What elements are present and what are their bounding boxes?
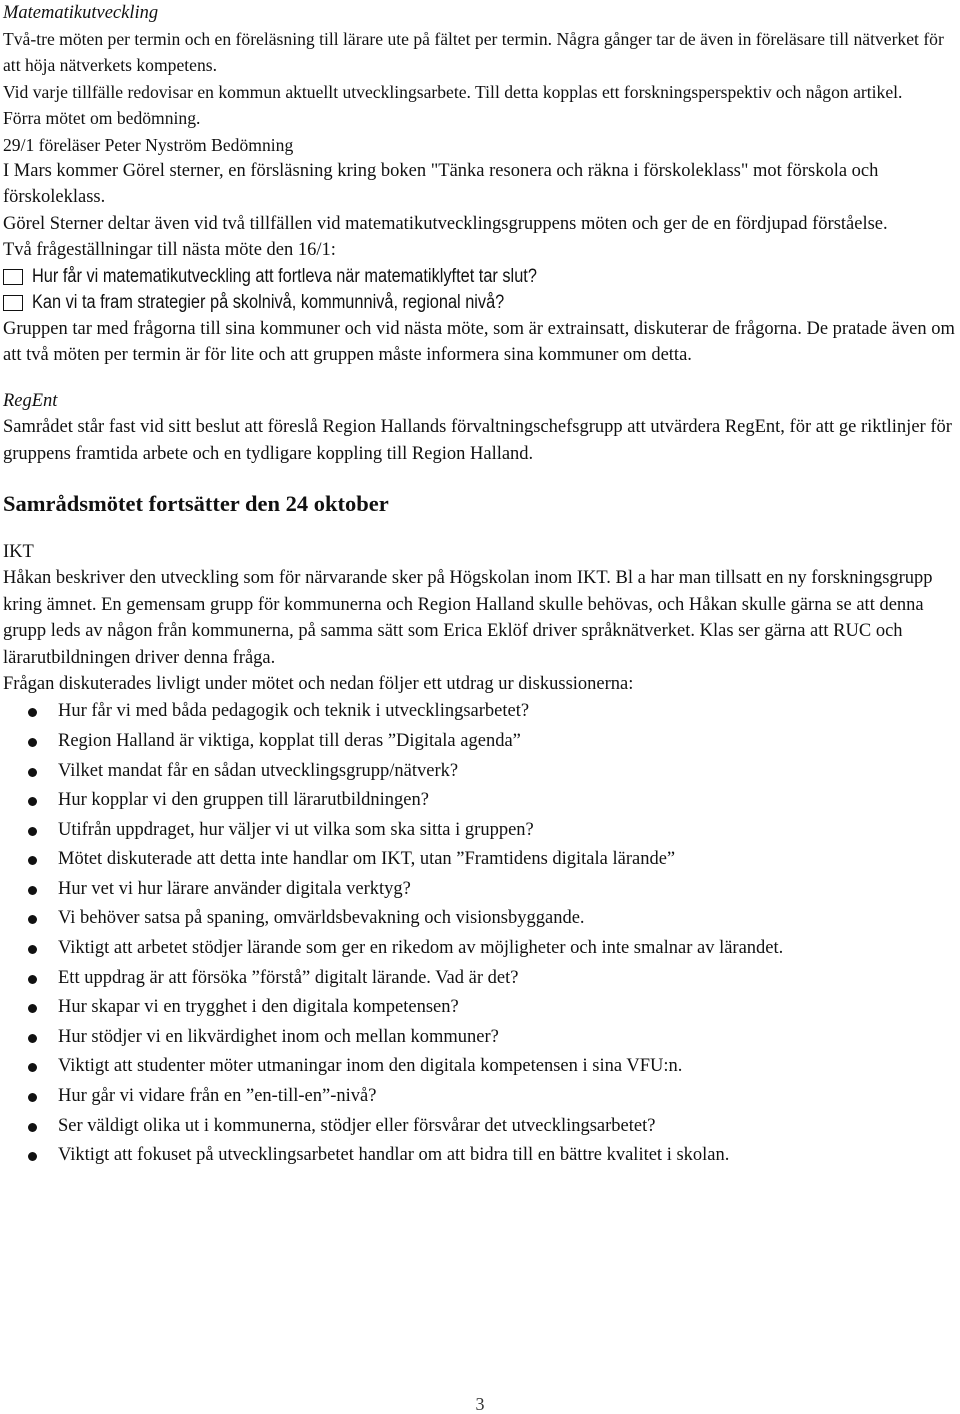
list-item [3, 1141, 958, 1171]
list-item-text: Viktigt att fokuset på utvecklingsarbetet handlar om att bidra till en bättre kvalitet i skolan. [58, 1145, 730, 1166]
list-item [3, 727, 958, 757]
bullet-icon [28, 856, 37, 865]
bullet-icon [28, 1034, 37, 1043]
list-item-text: Hur vet vi hur lärare använder digitala verktyg? [58, 878, 411, 899]
list-item-text: Region Halland är viktiga, kopplat till deras ”Digitala agenda” [58, 730, 521, 751]
list-item [3, 1052, 958, 1082]
bullet-icon [28, 945, 37, 954]
checkbox-item-question-2 [3, 290, 958, 316]
checkbox-item-question-1 [3, 264, 958, 290]
bullet-icon [28, 738, 37, 747]
page-number: 3 [475, 1394, 485, 1414]
list-item-text: Hur får vi med båda pedagogik och teknik i utvecklingsarbetet? [58, 701, 530, 722]
paragraph-municipality-report: Vid varje tillfälle redovisar en kommun aktuellt utvecklingsarbete. Till detta kopplas ett forskningsperspektiv och någon artikel. [3, 81, 903, 102]
list-item-text: Hur går vi vidare från en ”en-till-en”-nivå? [58, 1086, 377, 1107]
paragraph-gorel-sterner: Görel Sterner deltar även vid två tillfällen vid matematikutvecklingsgruppens möten och ger de en fördjupad förståelse. [3, 213, 888, 234]
list-item [3, 875, 958, 905]
list-item [3, 964, 958, 994]
list-item [3, 845, 958, 875]
checkbox-label: Hur får vi matematikutveckling att fortleva när matematiklyftet tar slut? [32, 265, 537, 287]
bullet-icon [28, 1123, 37, 1132]
list-item-text: Ser väldigt olika ut i kommunerna, stödjer eller försvårar det utvecklingsarbetet? [58, 1115, 656, 1136]
checkbox-icon [3, 295, 23, 311]
bullet-icon [28, 1152, 37, 1161]
paragraph-ikt-discussion-intro: Frågan diskuterades livligt under mötet och nedan följer ett utdrag ur diskussionerna: [3, 673, 634, 694]
checkbox-label: Kan vi ta fram strategier på skolnivå, kommunnivå, regional nivå? [32, 291, 505, 313]
paragraph-lecture-date: 29/1 föreläser Peter Nyström Bedömning [3, 134, 294, 155]
paragraph-group-follow-up: Gruppen tar med frågorna till sina kommuner och vid nästa möte, som är extrainsatt, diskuterar de frågorna. De pratade även om att två möten per termin är för lite och att gruppen måste informera sina kommuner om detta. [3, 318, 955, 366]
list-item-text: Hur stödjer vi en likvärdighet inom och mellan kommuner? [58, 1026, 499, 1047]
bullet-icon [28, 708, 37, 717]
bullet-icon [28, 797, 37, 806]
section-title-samradsmotet: Samrådsmötet fortsätter den 24 oktober [3, 491, 389, 517]
section-heading-matematikutveckling: Matematikutveckling [3, 3, 159, 23]
bullet-icon [28, 827, 37, 836]
checkbox-icon [3, 269, 23, 285]
list-item [3, 757, 958, 787]
paragraph-questions-intro: Två frågeställningar till nästa möte den 16/1: [3, 240, 336, 261]
bullet-icon [28, 1004, 37, 1013]
list-item-text: Utifrån uppdraget, hur väljer vi ut vilka som ska sitta i gruppen? [58, 819, 534, 840]
paragraph-regent: Samrådet står fast vid sitt beslut att föreslå Region Hallands förvaltningschefsgrupp att utvärdera RegEnt, för att ge riktlinjer för gruppens framtida arbete och en tydligare koppling till Region Halland. [3, 417, 952, 464]
list-item [3, 1112, 958, 1142]
list-item [3, 1023, 958, 1053]
bullet-icon [28, 886, 37, 895]
paragraph-meetings: Två-tre möten per termin och en föreläsning till lärare ute på fältet per termin. Några gånger tar de även in föreläsare till nätverket för att höja nätverkets kompetens. [3, 29, 944, 76]
list-item-text: Vi behöver satsa på spaning, omvärldsbevakning och visionsbyggande. [58, 908, 585, 929]
list-item [3, 1082, 958, 1112]
paragraph-previous-meeting: Förra mötet om bedömning. [3, 108, 201, 129]
list-item [3, 816, 958, 846]
bullet-icon [28, 768, 37, 777]
list-item-text: Viktigt att studenter möter utmaningar inom den digitala kompetensen i sina VFU:n. [58, 1056, 683, 1077]
bullet-icon [28, 1093, 37, 1102]
list-item [3, 904, 958, 934]
list-item [3, 697, 958, 727]
list-item [3, 786, 958, 816]
section-heading-regent: RegEnt [3, 391, 58, 412]
list-item-text: Mötet diskuterade att detta inte handlar om IKT, utan ”Framtidens digitala lärande” [58, 849, 676, 870]
bullet-icon [28, 975, 37, 984]
document-page [3, 0, 958, 1171]
list-item [3, 993, 958, 1023]
paragraph-march-lecture: I Mars kommer Görel sterner, en försläsning kring boken "Tänka resonera och räkna i förskoleklass" mot förskola och förskoleklass. [3, 161, 879, 208]
section-heading-ikt: IKT [3, 542, 34, 563]
list-item-text: Hur kopplar vi den gruppen till lärarutbildningen? [58, 790, 429, 811]
list-item-text: Ett uppdrag är att försöka ”förstå” digitalt lärande. Vad är det? [58, 967, 519, 988]
bullet-icon [28, 915, 37, 924]
discussion-bullet-list [3, 697, 958, 1171]
list-item-text: Vilket mandat får en sådan utvecklingsgrupp/nätverk? [58, 760, 459, 781]
list-item-text: Viktigt att arbetet stödjer lärande som ger en rikedom av möjligheter och inte smalnar av lärandet. [58, 938, 784, 959]
paragraph-ikt-description: Håkan beskriver den utveckling som för närvarande sker på Högskolan inom IKT. Bl a har man tillsatt en ny forskningsgrupp kring ämnet. En gemensam grupp för kommunerna och Region Halland skulle behövas, och Håkan skulle gärna se att denna grupp leds av någon från kommunerna, på samma sätt som Erica Eklöf driver språknätverket. Klas ser gärna att RUC och lärarutbildningen driver denna fråga. [3, 568, 933, 668]
bullet-icon [28, 1063, 37, 1072]
list-item-text: Hur skapar vi en trygghet i den digitala kompetensen? [58, 997, 459, 1018]
list-item [3, 934, 958, 964]
